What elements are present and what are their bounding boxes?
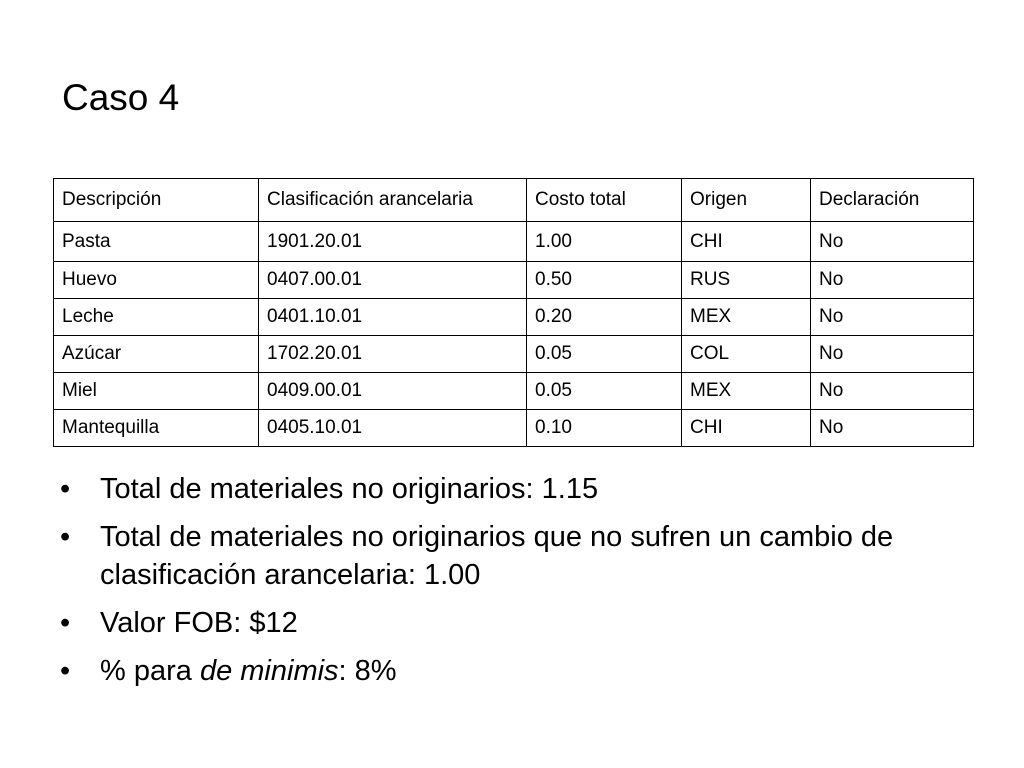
cell-descripcion: Leche	[54, 299, 259, 336]
cell-declaracion: No	[811, 222, 974, 262]
bullet-text-prefix: % para	[100, 655, 200, 687]
column-header-declaracion: Declaración	[811, 179, 974, 222]
table-header-row	[54, 179, 974, 222]
bullet-marker: •	[60, 473, 71, 505]
cell-descripcion: Mantequilla	[54, 410, 259, 447]
column-header-origen: Origen	[682, 179, 811, 222]
bullet-item	[60, 470, 960, 508]
bullet-marker: •	[60, 521, 71, 553]
cell-costo: 0.05	[527, 336, 682, 373]
table-row	[54, 410, 974, 447]
column-header-descripcion: Descripción	[54, 179, 259, 222]
cell-descripcion: Pasta	[54, 222, 259, 262]
cell-origen: MEX	[682, 373, 811, 410]
table-row	[54, 222, 974, 262]
bullet-text-emphasis: de minimis	[199, 655, 339, 687]
cell-costo: 0.20	[527, 299, 682, 336]
cell-descripcion: Miel	[54, 373, 259, 410]
cell-origen: CHI	[682, 222, 811, 262]
cell-clasificacion: 0407.00.01	[259, 262, 527, 299]
cell-descripcion: Huevo	[54, 262, 259, 299]
bullet-text-suffix: : 8%	[338, 655, 397, 687]
column-header-clasificacion: Clasificación arancelaria	[259, 179, 527, 222]
cell-declaracion: No	[811, 336, 974, 373]
table-row	[54, 262, 974, 299]
cell-declaracion: No	[811, 299, 974, 336]
cell-origen: CHI	[682, 410, 811, 447]
bullet-item	[60, 604, 960, 642]
cell-costo: 1.00	[527, 222, 682, 262]
cell-descripcion: Azúcar	[54, 336, 259, 373]
bullet-marker: •	[60, 607, 71, 639]
cell-declaracion: No	[811, 410, 974, 447]
cell-clasificacion: 0409.00.01	[259, 373, 527, 410]
table-row	[54, 299, 974, 336]
cell-clasificacion: 0405.10.01	[259, 410, 527, 447]
bullet-item	[60, 652, 960, 690]
cell-clasificacion: 0401.10.01	[259, 299, 527, 336]
cell-clasificacion: 1901.20.01	[259, 222, 527, 262]
cell-costo: 0.10	[527, 410, 682, 447]
bullet-text: Valor FOB: $12	[100, 607, 298, 639]
cell-origen: MEX	[682, 299, 811, 336]
cell-clasificacion: 1702.20.01	[259, 336, 527, 373]
cell-costo: 0.05	[527, 373, 682, 410]
cell-origen: RUS	[682, 262, 811, 299]
bullet-text: Total de materiales no originarios: 1.15	[100, 473, 599, 505]
tariff-table	[53, 178, 974, 447]
cell-declaracion: No	[811, 262, 974, 299]
cell-costo: 0.50	[527, 262, 682, 299]
table-row	[54, 373, 974, 410]
column-header-costo: Costo total	[527, 179, 682, 222]
slide-title: Caso 4	[62, 77, 180, 118]
bullet-text: Total de materiales no originarios que no sufren un cambio de clasificación arancelaria: 1.00	[100, 521, 894, 591]
cell-origen: COL	[682, 336, 811, 373]
bullet-list	[60, 470, 960, 700]
table-row	[54, 336, 974, 373]
cell-declaracion: No	[811, 373, 974, 410]
bullet-item	[60, 518, 960, 594]
bullet-marker: •	[60, 655, 71, 687]
